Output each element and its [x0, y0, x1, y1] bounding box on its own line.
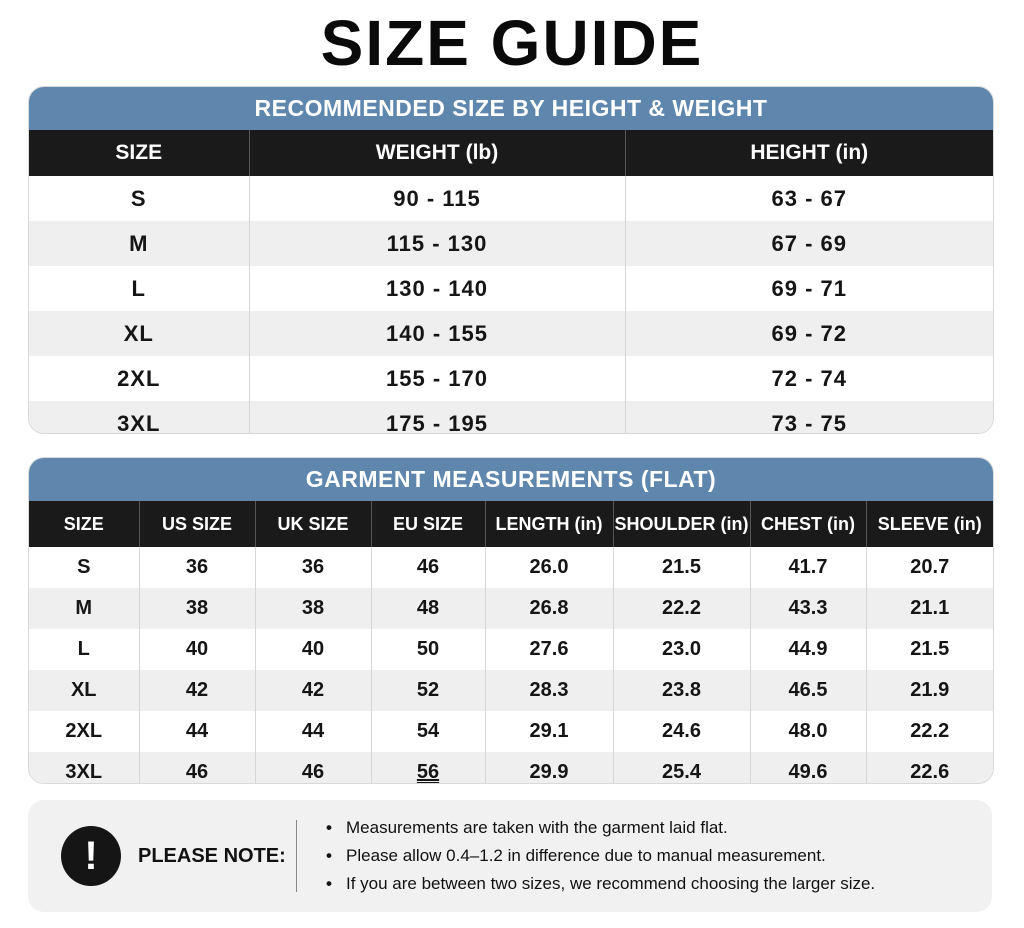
size-cell: 3XL [29, 401, 249, 434]
value-cell: 52 [371, 670, 485, 711]
column-header-weight: WEIGHT (lb) [249, 130, 625, 176]
note-divider [296, 820, 297, 892]
note-box [28, 800, 992, 912]
value-cell: 22.2 [866, 711, 993, 752]
size-cell: M [29, 588, 139, 629]
garment-measurements-heading: GARMENT MEASUREMENTS (FLAT) [29, 458, 993, 501]
note-item: • Please allow 0.4–1.2 in difference due to manual measurement. [326, 842, 875, 870]
value-cell: 38 [139, 588, 255, 629]
table-row [29, 311, 993, 356]
table-header-row [29, 501, 993, 547]
value-cell: 44 [139, 711, 255, 752]
value-cell: 50 [371, 629, 485, 670]
recommended-size-table [29, 130, 993, 434]
value-cell: 175 - 195 [249, 401, 625, 434]
value-cell: 36 [139, 547, 255, 588]
value-cell: 29.1 [485, 711, 613, 752]
garment-measurements-table [29, 501, 993, 784]
value-cell: 73 - 75 [625, 401, 993, 434]
table-row [29, 670, 993, 711]
size-cell: S [29, 547, 139, 588]
value-cell: 40 [139, 629, 255, 670]
size-cell: L [29, 266, 249, 311]
value-cell: 42 [139, 670, 255, 711]
note-list [326, 814, 875, 898]
column-header-size: SIZE [29, 130, 249, 176]
size-cell: S [29, 176, 249, 221]
value-cell: 46.5 [750, 670, 866, 711]
value-cell: 48.0 [750, 711, 866, 752]
column-header-chest: CHEST (in) [750, 501, 866, 547]
value-cell: 25.4 [613, 752, 750, 784]
value-cell: 43.3 [750, 588, 866, 629]
value-cell: 72 - 74 [625, 356, 993, 401]
value-cell: 130 - 140 [249, 266, 625, 311]
value-cell: 63 - 67 [625, 176, 993, 221]
column-header-shoulder: SHOULDER (in) [613, 501, 750, 547]
value-cell: 46 [139, 752, 255, 784]
table-row [29, 401, 993, 434]
value-cell: 23.0 [613, 629, 750, 670]
value-cell: 29.9 [485, 752, 613, 784]
value-cell: 41.7 [750, 547, 866, 588]
size-cell: L [29, 629, 139, 670]
value-cell: 24.6 [613, 711, 750, 752]
value-cell: 22.6 [866, 752, 993, 784]
value-cell: 21.5 [866, 629, 993, 670]
value-cell: 155 - 170 [249, 356, 625, 401]
size-cell: 2XL [29, 356, 249, 401]
value-cell: 46 [371, 547, 485, 588]
size-cell: XL [29, 311, 249, 356]
value-cell: 40 [255, 629, 371, 670]
table-row [29, 266, 993, 311]
table-row [29, 629, 993, 670]
note-item: • If you are between two sizes, we recommend choosing the larger size. [326, 870, 875, 898]
value-cell: 69 - 72 [625, 311, 993, 356]
table-row [29, 356, 993, 401]
column-header-height: HEIGHT (in) [625, 130, 993, 176]
recommended-size-panel [28, 86, 994, 434]
recommended-size-heading: RECOMMENDED SIZE BY HEIGHT & WEIGHT [29, 87, 993, 130]
value-cell: 67 - 69 [625, 221, 993, 266]
table-row [29, 588, 993, 629]
garment-measurements-panel [28, 457, 994, 784]
value-cell: 115 - 130 [249, 221, 625, 266]
value-cell: 27.6 [485, 629, 613, 670]
size-cell: M [29, 221, 249, 266]
table-row [29, 547, 993, 588]
value-cell: 54 [371, 711, 485, 752]
value-cell: 49.6 [750, 752, 866, 784]
size-cell: XL [29, 670, 139, 711]
value-cell: 20.7 [866, 547, 993, 588]
value-cell: 48 [371, 588, 485, 629]
value-cell: 140 - 155 [249, 311, 625, 356]
note-item: • Measurements are taken with the garment laid flat. [326, 814, 875, 842]
page-title: SIZE GUIDE [320, 7, 704, 79]
value-cell: 38 [255, 588, 371, 629]
size-cell: 3XL [29, 752, 139, 784]
value-cell: 22.2 [613, 588, 750, 629]
column-header-length: LENGTH (in) [485, 501, 613, 547]
value-cell: 44.9 [750, 629, 866, 670]
value-cell: 46 [255, 752, 371, 784]
note-label: PLEASE NOTE: [138, 845, 286, 867]
value-cell: 44 [255, 711, 371, 752]
value-cell: 21.9 [866, 670, 993, 711]
value-cell: 23.8 [613, 670, 750, 711]
value-cell: 26.8 [485, 588, 613, 629]
value-cell: 21.1 [866, 588, 993, 629]
value-cell: 90 - 115 [249, 176, 625, 221]
table-row [29, 711, 993, 752]
value-cell: 36 [255, 547, 371, 588]
column-header-sleeve: SLEEVE (in) [866, 501, 993, 547]
table-row [29, 752, 993, 784]
column-header-size: SIZE [29, 501, 139, 547]
value-cell: 28.3 [485, 670, 613, 711]
value-cell: 21.5 [613, 547, 750, 588]
value-cell: 69 - 71 [625, 266, 993, 311]
exclamation-icon: ! [61, 826, 121, 886]
column-header-eu-size: EU SIZE [371, 501, 485, 547]
table-row [29, 176, 993, 221]
table-header-row [29, 130, 993, 176]
column-header-uk-size: UK SIZE [255, 501, 371, 547]
value-cell: 56 [371, 752, 485, 784]
table-row [29, 221, 993, 266]
size-cell: 2XL [29, 711, 139, 752]
value-cell: 42 [255, 670, 371, 711]
column-header-us-size: US SIZE [139, 501, 255, 547]
value-cell: 26.0 [485, 547, 613, 588]
